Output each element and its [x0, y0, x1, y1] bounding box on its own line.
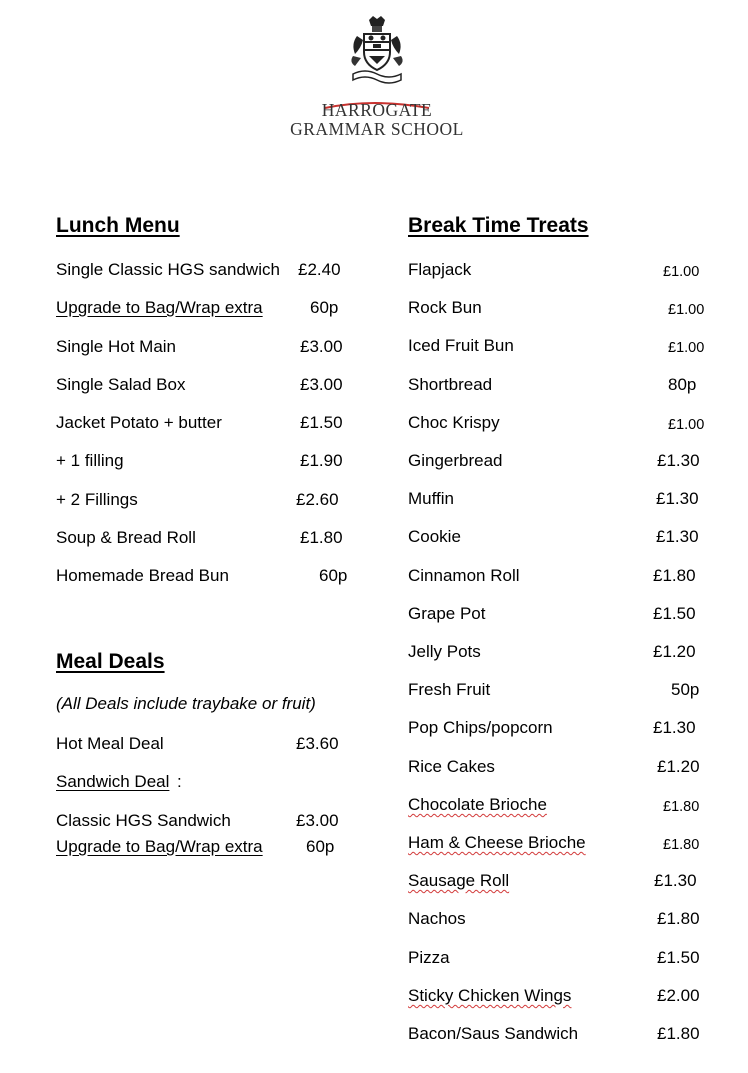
deal-colon: : [177, 772, 182, 791]
treat-item-price: £1.50 [653, 604, 696, 623]
treat-item-label: Rock Bun [408, 298, 482, 317]
deal-price: 60p [306, 837, 335, 856]
treat-item-price: £1.80 [663, 837, 700, 853]
lunch-item-price: £3.00 [300, 375, 343, 394]
lunch-item-price: £1.90 [300, 451, 343, 470]
lunch-item-label: Soup & Bread Roll [56, 528, 196, 547]
lunch-item-price: 60p [319, 566, 348, 585]
meal-deals-note: (All Deals include traybake or fruit) [56, 694, 316, 713]
treat-item-label: Rice Cakes [408, 757, 495, 776]
treat-item-label: Fresh Fruit [408, 680, 491, 699]
lunch-item-price: 60p [310, 298, 339, 317]
school-crest-icon [347, 14, 407, 84]
treat-item-price: £1.80 [653, 566, 696, 585]
treat-item-price: £1.00 [663, 264, 700, 280]
school-name-line2: GRAMMAR SCHOOL [290, 119, 464, 139]
treat-item-price: £1.50 [657, 948, 700, 967]
treat-item-price: £1.20 [657, 757, 700, 776]
treat-item-price: £1.80 [663, 799, 700, 815]
lunch-item-label: Upgrade to Bag/Wrap extra [56, 298, 263, 317]
treat-item-label: Bacon/Saus Sandwich [408, 1024, 579, 1043]
lunch-item-price: £1.50 [300, 413, 343, 432]
treat-item-label: Cookie [408, 527, 461, 546]
school-logo [288, 14, 466, 144]
treat-item-price: 50p [671, 680, 700, 699]
treat-item-label: Muffin [408, 489, 454, 508]
deal-label: Sandwich Deal [56, 772, 170, 791]
lunch-item-price: £3.00 [300, 337, 343, 356]
school-name-line1: HARROGATE [321, 100, 433, 120]
lunch-item-label: Single Salad Box [56, 375, 186, 394]
deal-label: Upgrade to Bag/Wrap extra [56, 837, 263, 856]
lunch-item-label: Single Hot Main [56, 337, 177, 356]
lunch-item-label: Jacket Potato + butter [56, 413, 222, 432]
treat-item-price: £2.00 [657, 986, 700, 1005]
treat-item-label: Sausage Roll [408, 871, 510, 890]
treat-item-price: £1.00 [668, 417, 705, 433]
treat-item-price: £1.00 [668, 340, 705, 356]
treat-item-label: Iced Fruit Bun [408, 336, 514, 355]
treat-item-label: Grape Pot [408, 604, 486, 623]
lunch-item-label: Homemade Bread Bun [56, 566, 229, 585]
treat-item-label: Flapjack [408, 260, 472, 279]
treat-item-price: £1.30 [657, 451, 700, 470]
deal-label: Classic HGS Sandwich [56, 811, 231, 830]
treat-item-price: £1.80 [657, 1024, 700, 1043]
treat-item-label: Nachos [408, 909, 466, 928]
treat-item-label: Sticky Chicken Wings [408, 986, 572, 1005]
treat-item-label: Cinnamon Roll [408, 566, 520, 585]
meal-deals-heading: Meal Deals [56, 650, 165, 673]
treat-item-label: Ham & Cheese Brioche [408, 833, 586, 852]
treat-item-label: Choc Krispy [408, 413, 500, 432]
treat-item-price: 80p [668, 375, 697, 394]
lunch-item-label: + 1 filling [56, 451, 124, 470]
treat-item-label: Pop Chips/popcorn [408, 718, 553, 737]
treat-item-price: £1.30 [653, 718, 696, 737]
lunch-item-price: £2.60 [296, 490, 339, 509]
treat-item-price: £1.00 [668, 302, 705, 318]
treat-item-price: £1.30 [654, 871, 697, 890]
lunch-item-price: £2.40 [298, 260, 341, 279]
treat-item-label: Chocolate Brioche [408, 795, 547, 814]
lunch-item-price: £1.80 [300, 528, 343, 547]
break-time-treats-heading: Break Time Treats [408, 214, 589, 237]
treat-item-price: £1.30 [656, 527, 699, 546]
lunch-item-label: Single Classic HGS sandwich [56, 260, 280, 279]
treat-item-label: Shortbread [408, 375, 493, 394]
treat-item-price: £1.20 [653, 642, 696, 661]
deal-price: £3.00 [296, 811, 339, 830]
treat-item-label: Jelly Pots [408, 642, 481, 661]
treat-item-label: Gingerbread [408, 451, 503, 470]
lunch-menu-heading: Lunch Menu [56, 214, 180, 237]
lunch-item-label: + 2 Fillings [56, 490, 138, 509]
treat-item-price: £1.80 [657, 909, 700, 928]
deal-price: £3.60 [296, 734, 339, 753]
deal-label: Hot Meal Deal [56, 734, 164, 753]
treat-item-label: Pizza [408, 948, 450, 967]
treat-item-price: £1.30 [656, 489, 699, 508]
